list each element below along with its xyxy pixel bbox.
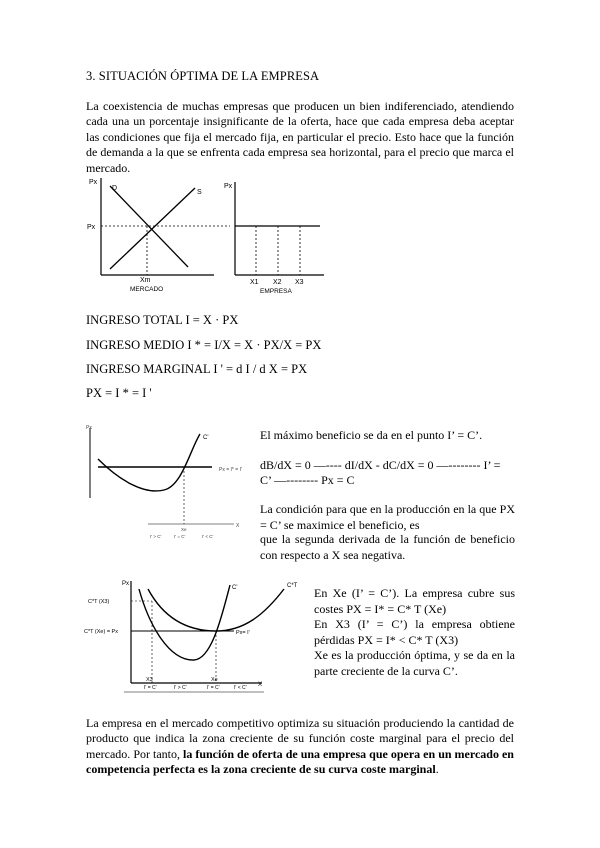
- fig3-price-line-label: Px= I': [236, 630, 250, 636]
- firm-tick-x3: X3: [295, 279, 304, 286]
- section-heading: 3. SITUACIÓN ÓPTIMA DE LA EMPRESA: [86, 69, 320, 83]
- fig2-label-right: I' < C': [202, 534, 214, 539]
- max-benefit-line3: La condición para que en la producción en la que PX = C’ se maximice el beneficio, es: [260, 502, 515, 532]
- fig3-tick-x3: X3: [146, 677, 153, 683]
- conclusion-end: .: [435, 762, 439, 777]
- fig2-label-xe: Xe: [181, 527, 187, 532]
- firm-y-axis-label: Px: [224, 183, 233, 190]
- fig3-average-cost-curve: [148, 589, 284, 631]
- firm-tick-x2: X2: [273, 279, 282, 286]
- fig3-price-high: C*T (X3): [88, 599, 110, 605]
- fig3-marginal-label: C': [232, 585, 238, 591]
- fig3-price-low: C*T (Xe) = Px: [84, 629, 118, 635]
- fig3-label-1: I' = C': [144, 685, 157, 691]
- formula-px-equality: PX = I * = I ': [86, 386, 152, 400]
- market-x-tick: Xm: [140, 277, 151, 284]
- figure-market-firm: [84, 172, 334, 297]
- demand-label: D: [112, 185, 118, 192]
- analysis-x3: En X3 (I’ = C’) la empresa obtiene pérdidas PX = I* < C* T (X3): [314, 617, 515, 647]
- fig3-label-2: I' > C': [174, 685, 187, 691]
- fig2-marginal-cost-curve: [98, 434, 200, 491]
- market-price-label: Px: [87, 224, 96, 231]
- intro-paragraph: La coexistencia de muchas empresas que producen un bien indiferenciado, atendiendo cada una un porcentaje insignificante de la oferta, hace que cada empresa deba aceptar las condiciones que fija el mercado fija, en particular el precio. Esto hace que la función de demanda a la que se enfrenta cada empresa sea horizontal, para el precio que marca el mercado.: [86, 99, 514, 175]
- fig2-arrow-x: X: [236, 523, 240, 529]
- firm-tick-x1: X1: [250, 279, 259, 286]
- fig3-label-3: I' = C': [207, 685, 220, 691]
- analysis-xe: En Xe (I’ = C’). La empresa cubre sus costes PX = I* = C* T (Xe): [314, 586, 515, 616]
- supply-label: S: [197, 189, 202, 196]
- fig2-curve-label: C': [203, 435, 209, 441]
- max-benefit-line4: que la segunda derivada de la función de beneficio con respecto a X sea negativa.: [260, 532, 515, 562]
- fig3-tick-xe: Xe: [211, 677, 218, 683]
- firm-panel: [224, 182, 324, 295]
- fig2-label-equal: I' = C': [174, 534, 186, 539]
- conclusion-bold: la función de oferta de una empresa que opera en un mercado en competencia perfecta es la zona creciente de su curva coste marginal: [86, 746, 514, 777]
- formula-ingreso-medio: INGRESO MEDIO I * = I/X = X · PX/X = PX: [86, 338, 322, 352]
- demand-curve: [110, 186, 188, 267]
- max-benefit-line2a: dB/dX = 0 —---- dI/dX - dC/dX = 0 —-------- I’ =: [260, 458, 501, 472]
- fig2-y-axis-label: Px: [86, 425, 92, 431]
- market-caption: MERCADO: [130, 286, 164, 293]
- fig3-label-4: I' < C': [234, 685, 247, 691]
- analysis-optimal: Xe es la producción óptima, y se da en la parte creciente de la curva C’.: [314, 648, 515, 678]
- formula-ingreso-marginal: INGRESO MARGINAL I ' = d I / d X = PX: [86, 362, 308, 376]
- max-benefit-line1: El máximo beneficio se da en el punto I’ = C’.: [260, 428, 483, 442]
- fig2-label-left: I' > C': [150, 534, 162, 539]
- conclusion-normal: La empresa en el mercado competitivo optimiza su situación produciendo la cantidad de producto que indica la zona creciente de su función coste marginal para el precio del mercado. Por tanto,: [86, 716, 514, 761]
- market-panel: [87, 178, 230, 293]
- firm-caption: EMPRESA: [260, 288, 292, 295]
- fig3-arrow-x: X: [258, 682, 263, 688]
- fig3-average-label: C*T: [287, 583, 298, 589]
- conclusion-paragraph: [86, 716, 514, 778]
- market-y-axis-label: Px: [89, 179, 98, 186]
- fig2-price-line-label: Px = I* = I': [219, 467, 242, 473]
- max-benefit-line2b: C’ —-------- Px = C: [260, 473, 355, 487]
- figure-marginal-cost: [84, 420, 254, 548]
- fig3-y-axis-label: Px: [122, 581, 130, 587]
- formula-ingreso-total: INGRESO TOTAL I = X · PX: [86, 313, 239, 327]
- figure-cost-curves: [84, 575, 310, 700]
